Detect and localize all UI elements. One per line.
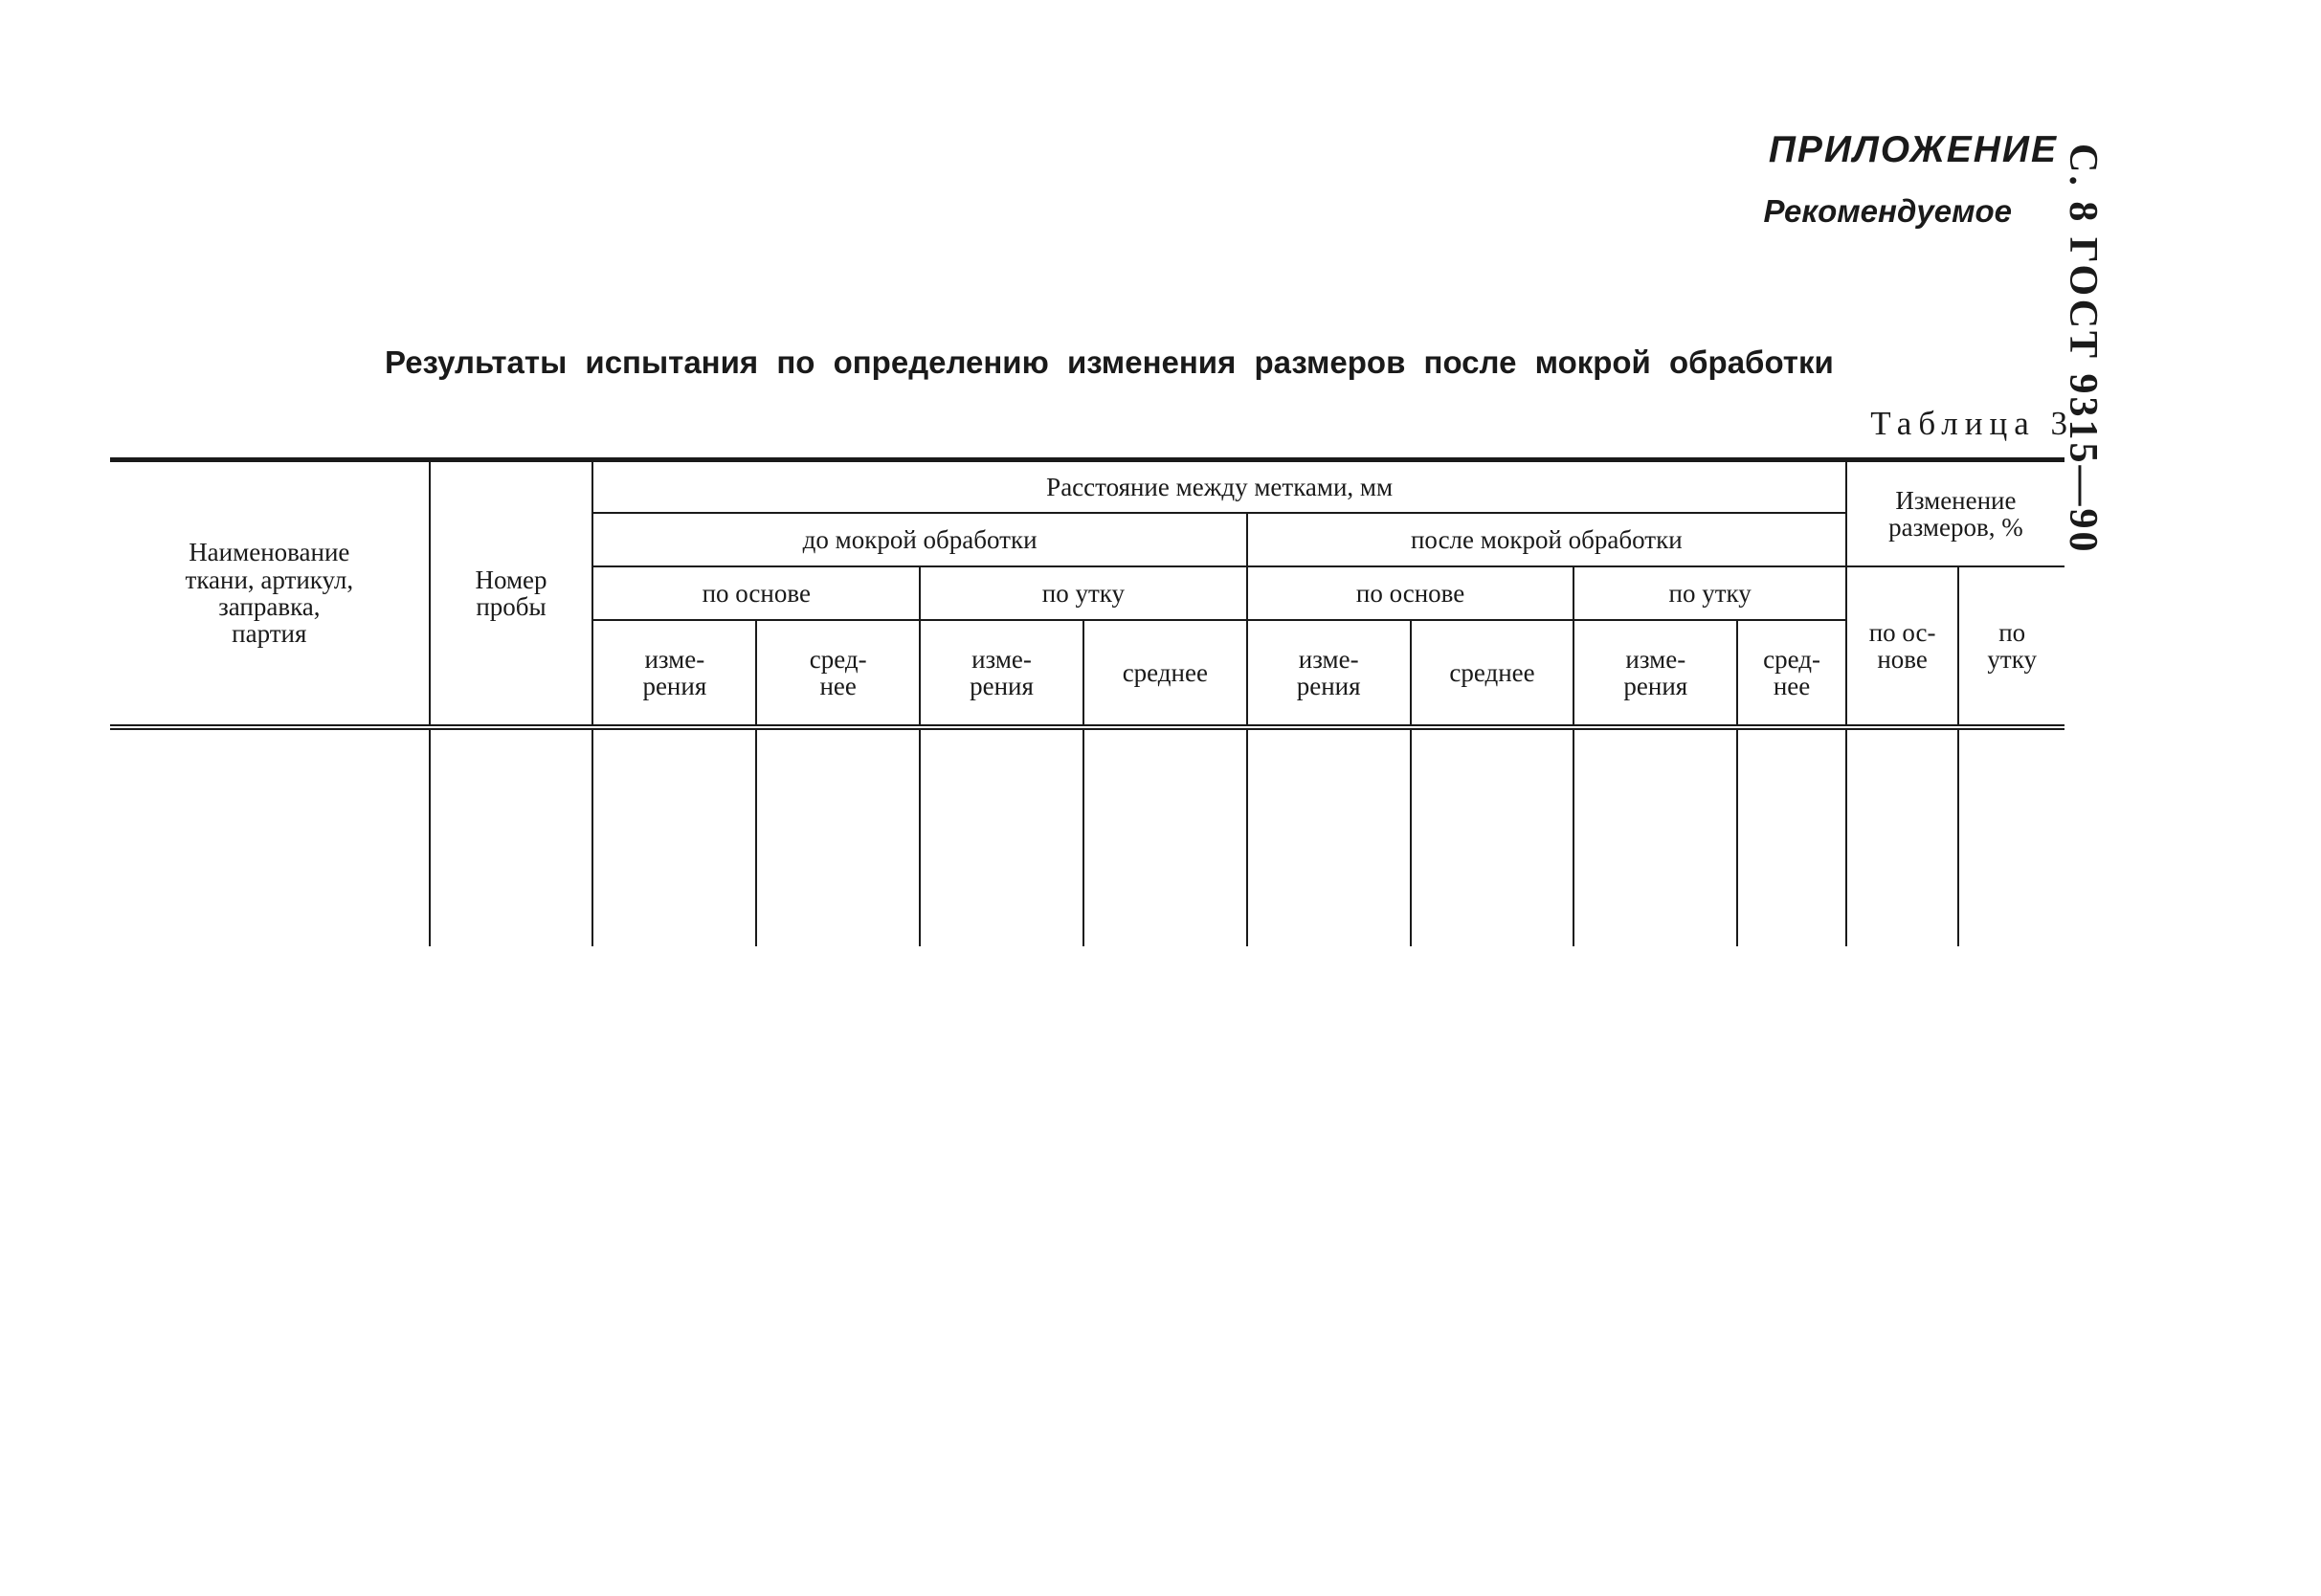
header-after-weft: по утку	[1573, 566, 1845, 620]
table-cell	[430, 727, 593, 946]
table-number-label: Таблица 3	[1870, 405, 2074, 442]
table-cell	[110, 727, 430, 946]
header-change-weft: по утку	[1958, 566, 2064, 727]
results-table	[110, 457, 2064, 946]
header-before-weft-measurements: изме- рения	[920, 620, 1083, 727]
table-cell	[1737, 727, 1846, 946]
table-row	[110, 727, 2064, 946]
table-cell	[920, 727, 1083, 946]
header-after-weft-measurements: изме- рения	[1573, 620, 1737, 727]
header-after-warp-measurements: изме- рения	[1247, 620, 1411, 727]
header-before-warp-average: сред- нее	[756, 620, 920, 727]
table-cell	[1846, 727, 1959, 946]
table-cell	[1083, 727, 1247, 946]
header-before-weft: по утку	[920, 566, 1247, 620]
header-after-warp-average: среднее	[1411, 620, 1574, 727]
header-fabric-name: Наименование ткани, артикул, заправка, партия	[110, 460, 430, 728]
table-cell	[592, 727, 756, 946]
table-cell	[1958, 727, 2064, 946]
header-before-weft-average: среднее	[1083, 620, 1247, 727]
header-sample-number: Номер пробы	[430, 460, 593, 728]
header-distance-between-marks: Расстояние между метками, мм	[592, 460, 1845, 514]
page-side-header: С. 8 ГОСТ 9315—90	[2061, 144, 2105, 555]
header-change-warp: по ос- нове	[1846, 566, 1959, 727]
header-size-change: Изменение размеров, %	[1846, 460, 2064, 567]
appendix-title: ПРИЛОЖЕНИЕ	[1768, 129, 2058, 170]
header-before-warp: по основе	[592, 566, 920, 620]
header-after-weft-average: сред- нее	[1737, 620, 1846, 727]
appendix-status: Рекомендуемое	[1763, 193, 2012, 229]
table-cell	[756, 727, 920, 946]
table-cell	[1573, 727, 1737, 946]
table-cell	[1247, 727, 1411, 946]
header-before-wet-treatment: до мокрой обработки	[592, 513, 1246, 566]
document-title: Результаты испытания по определению изменения размеров после мокрой обработки	[385, 344, 1834, 380]
header-after-wet-treatment: после мокрой обработки	[1247, 513, 1846, 566]
table-cell	[1411, 727, 1574, 946]
header-after-warp: по основе	[1247, 566, 1574, 620]
header-before-warp-measurements: изме- рения	[592, 620, 756, 727]
